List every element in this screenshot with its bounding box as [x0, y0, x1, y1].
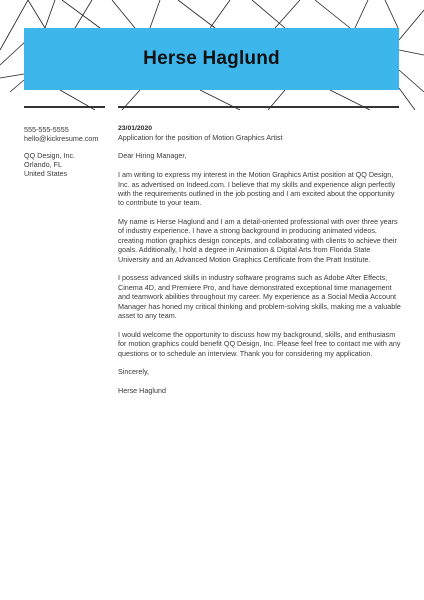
signature: Herse Haglund [118, 385, 166, 395]
sidebar [24, 125, 116, 178]
content-divider [118, 106, 399, 108]
sidebar-divider [24, 106, 105, 108]
phone-number: 555-555-5555 [24, 125, 69, 134]
recipient-city: Orlando, FL [24, 160, 62, 169]
recipient-country: United States [24, 169, 68, 178]
closing: Sincerely, [118, 367, 150, 377]
salutation: Dear Hiring Manager, [118, 151, 187, 161]
paragraph: I possess advanced skills in industry software programs such as Adobe After Effects, Cinema 4D, and Premiere Pro, and have demonstrated exceptional time management and teamwork abilities throughout my career. My experience as a Social Media Account Manager has honed my critical thinking and problem-solving skills, making me a valuable asset to any team. [118, 273, 401, 320]
letter-date: 23/01/2020 [118, 125, 153, 132]
paragraph: My name is Herse Haglund and I am a detail-oriented professional with over three years of industry experience. I have a strong background in producing animated videos, creating motion graphics design concepts, and collaborating with clients to achieve their goals. Additionally, I hold a degree in Animation & Digital Arts from Florida State University and an Advanced Motion Graphics Certificate from the Pratt Institute. [118, 217, 398, 264]
email-address: hello@kickresume.com [24, 134, 99, 143]
recipient-company: QQ Design, Inc. [24, 151, 76, 160]
applicant-name: Herse Haglund [143, 48, 280, 69]
paragraph: I am writing to express my interest in the Motion Graphics Artist position at QQ Design, Inc. as advertised on Indeed.com. I believe that my skills and experience align perfectly with the requirements outlined in the job posting and I am excited about the opportunity to contribute to your team. [118, 170, 396, 208]
header-banner [24, 28, 399, 90]
letter-subject: Application for the position of Motion Graphics Artist [118, 133, 283, 142]
letter-body [118, 125, 401, 405]
paragraph: I would welcome the opportunity to discuss how my background, skills, and enthusiasm for motion graphics could benefit QQ Design, Inc. Please feel free to contact me with any questions or to schedule an interview. Thank you for considering my application. [118, 329, 401, 358]
